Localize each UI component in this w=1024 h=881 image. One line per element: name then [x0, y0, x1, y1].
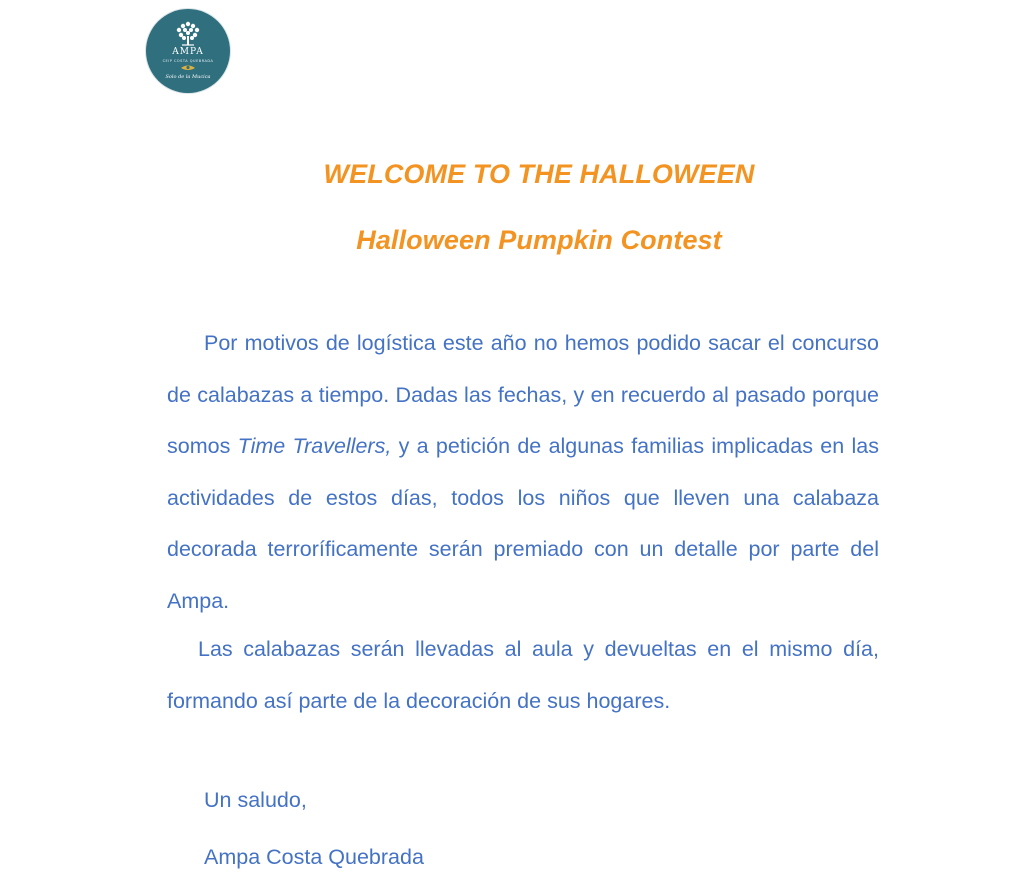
logo-script-text: Solo de la Mucica: [165, 74, 211, 80]
closing-signature: Ampa Costa Quebrada: [204, 845, 424, 869]
closing-greeting: Un saludo,: [204, 788, 307, 812]
ampa-logo: [146, 9, 230, 93]
document-subtitle: Halloween Pumpkin Contest: [356, 225, 722, 255]
logo-text: AMPA: [172, 47, 204, 57]
body-paragraph-2: Las calabazas serán llevadas al aula y devueltas en el mismo día, formando así parte de la decoración de sus hogares.: [167, 637, 879, 713]
paragraph-1-text-end: y a petición de algunas familias implicadas en las actividades de estos días, todos los niños que lleven una calabaza decorada terroríficamente serán premiado con un detalle por parte del Ampa.: [167, 434, 879, 613]
paragraph-1-text-start: Por motivos de logística este año no hemos podido sacar el concurso de calabazas a tiempo. Dadas las fechas, y en recuerdo al pasado porque somos: [167, 331, 879, 458]
body-paragraph-1: [167, 318, 879, 627]
logo-subtext: CEIP COSTA QUEBRADA: [162, 59, 214, 63]
document-title: WELCOME TO THE HALLOWEEN: [323, 159, 755, 189]
paragraph-1-italic-text: Time Travellers,: [237, 434, 392, 458]
